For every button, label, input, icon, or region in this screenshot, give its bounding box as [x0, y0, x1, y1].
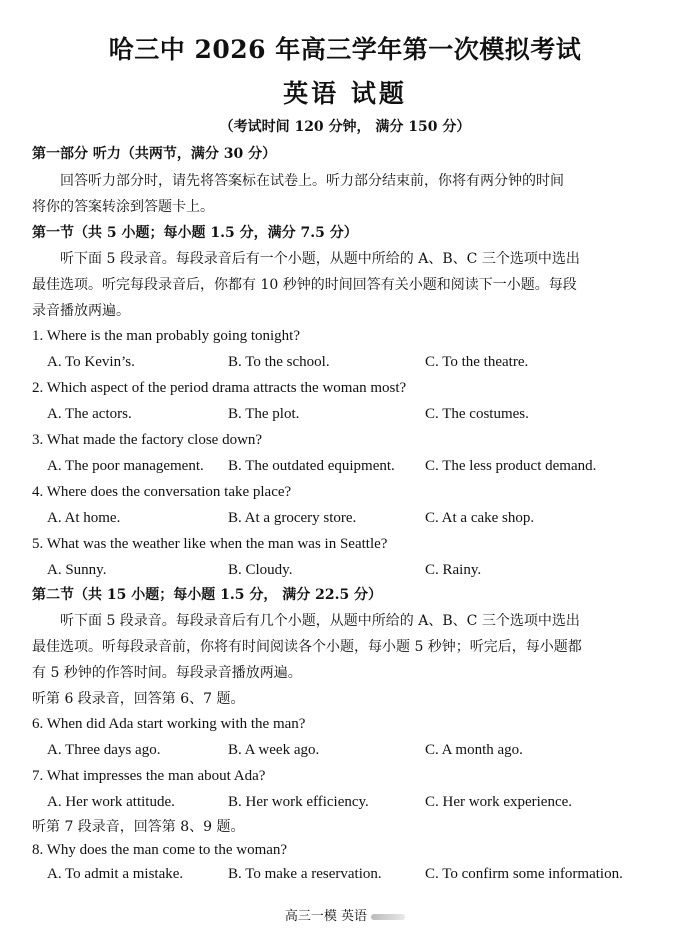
section2-instruction-line: 有 5 秒钟的作答时间。每段录音播放两遍。	[32, 665, 302, 681]
section1-instruction-line: 最佳选项。听完每段录音后，你都有 10 秒钟的时间回答有关小题和阅读下一小题。每段	[32, 277, 577, 293]
option-b: B. To make a reservation.	[228, 866, 382, 882]
audio-instruction: 听第 6 段录音，回答第 6、7 题。	[32, 691, 245, 707]
question-stem: 7. What impresses the man about Ada?	[32, 768, 266, 784]
option-c: C. At a cake shop.	[425, 510, 535, 526]
option-a: A. To Kevin’s.	[47, 354, 135, 370]
section1-instruction-line: 听下面 5 段录音。每段录音后有一个小题，从题中所给的 A、B、C 三个选项中选出	[60, 251, 580, 267]
option-b: B. At a grocery store.	[228, 510, 357, 526]
exam-info: （考试时间 120 分钟， 满分 150 分）	[219, 119, 471, 135]
question-stem: 2. Which aspect of the period drama attracts the woman most?	[32, 380, 407, 396]
option-c: C. A month ago.	[425, 742, 523, 758]
footer-smudge	[371, 914, 405, 920]
footer-text: 高三一模 英语	[284, 909, 368, 924]
option-c: C. To confirm some information.	[425, 866, 623, 882]
page-footer	[0, 905, 690, 924]
audio-instruction: 听第 7 段录音，回答第 8、9 题。	[32, 819, 245, 835]
option-a: A. Three days ago.	[47, 742, 161, 758]
option-b: B. Her work efficiency.	[228, 794, 369, 810]
subject-title: 英语 试题	[283, 79, 407, 108]
option-c: C. The costumes.	[425, 406, 529, 422]
part1-heading: 第一部分 听力（共两节，满分 30 分）	[32, 146, 277, 162]
option-a: A. Her work attitude.	[47, 794, 175, 810]
option-a: A. Sunny.	[47, 562, 107, 578]
option-a: A. At home.	[47, 510, 121, 526]
question-stem: 4. Where does the conversation take place?	[32, 484, 292, 500]
part1-instruction-line: 将你的答案转涂到答题卡上。	[32, 199, 214, 215]
option-b: B. The plot.	[228, 406, 300, 422]
question-stem: 6. When did Ada start working with the man?	[32, 716, 306, 732]
section1-heading: 第一节（共 5 小题；每小题 1.5 分，满分 7.5 分）	[32, 225, 358, 241]
section2-heading: 第二节（共 15 小题；每小题 1.5 分， 满分 22.5 分）	[32, 587, 383, 603]
exam-title: 哈三中 2026 年高三学年第一次模拟考试	[108, 35, 582, 64]
option-b: B. To the school.	[228, 354, 330, 370]
question-stem: 5. What was the weather like when the man was in Seattle?	[32, 536, 388, 552]
option-a: A. The actors.	[47, 406, 132, 422]
option-c: C. The less product demand.	[425, 458, 597, 474]
option-c: C. Her work experience.	[425, 794, 573, 810]
question-stem: 1. Where is the man probably going tonight?	[32, 328, 301, 344]
option-a: A. The poor management.	[47, 458, 204, 474]
section2-instruction-line: 听下面 5 段录音。每段录音后有几个小题，从题中所给的 A、B、C 三个选项中选出	[60, 613, 580, 629]
option-b: B. A week ago.	[228, 742, 320, 758]
section2-instruction-line: 最佳选项。听每段录音前，你将有时间阅读各个小题，每小题 5 秒钟；听完后，每小题都	[32, 639, 582, 655]
question-stem: 8. Why does the man come to the woman?	[32, 842, 288, 858]
section1-instruction-line: 录音播放两遍。	[32, 303, 130, 319]
part1-instruction-line: 回答听力部分时，请先将答案标在试卷上。听力部分结束前，你将有两分钟的时间	[60, 173, 564, 189]
option-b: B. The outdated equipment.	[228, 458, 395, 474]
option-c: C. To the theatre.	[425, 354, 529, 370]
option-c: C. Rainy.	[425, 562, 482, 578]
option-b: B. Cloudy.	[228, 562, 293, 578]
option-a: A. To admit a mistake.	[47, 866, 184, 882]
question-stem: 3. What made the factory close down?	[32, 432, 263, 448]
